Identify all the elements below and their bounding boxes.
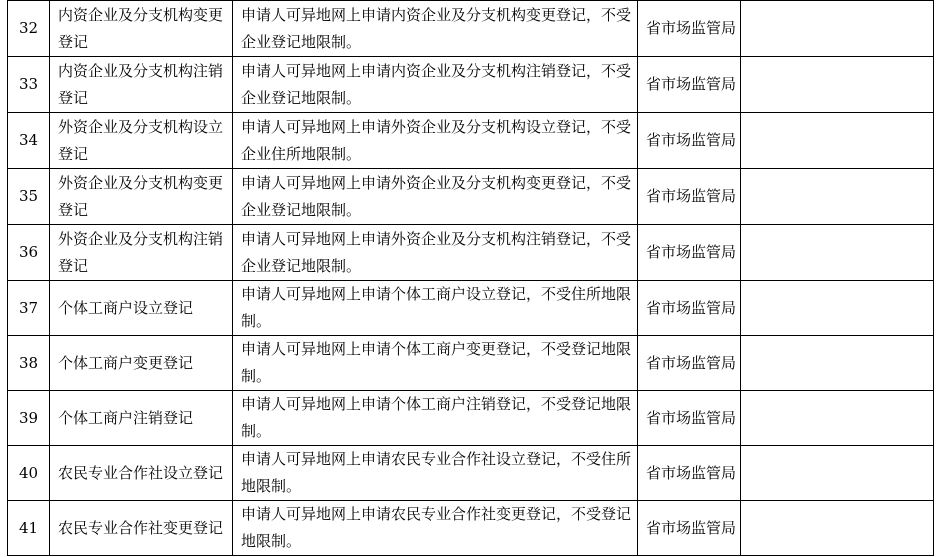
responsible-department: 省市场监管局 xyxy=(638,225,741,281)
row-number: 40 xyxy=(8,446,50,501)
item-name: 农民专业合作社设立登记 xyxy=(50,446,233,501)
responsible-department: 省市场监管局 xyxy=(638,391,741,446)
item-description: 申请人可异地网上申请农民专业合作社变更登记，不受登记地限制。 xyxy=(233,501,638,556)
table-row xyxy=(8,169,934,225)
row-number: 39 xyxy=(8,391,50,446)
remark-cell xyxy=(741,281,934,336)
item-name: 外资企业及分支机构注销登记 xyxy=(50,225,233,281)
item-name: 个体工商户变更登记 xyxy=(50,336,233,391)
table-body xyxy=(8,1,934,556)
remark-cell xyxy=(741,336,934,391)
table-row xyxy=(8,501,934,556)
item-name: 农民专业合作社变更登记 xyxy=(50,501,233,556)
remark-cell xyxy=(741,446,934,501)
row-number: 38 xyxy=(8,336,50,391)
responsible-department: 省市场监管局 xyxy=(638,446,741,501)
responsible-department: 省市场监管局 xyxy=(638,1,741,57)
remark-cell xyxy=(741,1,934,57)
item-name: 内资企业及分支机构注销登记 xyxy=(50,57,233,113)
row-number: 41 xyxy=(8,501,50,556)
service-items-table xyxy=(7,0,934,556)
row-number: 36 xyxy=(8,225,50,281)
item-description: 申请人可异地网上申请内资企业及分支机构变更登记，不受企业登记地限制。 xyxy=(233,1,638,57)
table-row xyxy=(8,57,934,113)
remark-cell xyxy=(741,501,934,556)
row-number: 37 xyxy=(8,281,50,336)
item-description: 申请人可异地网上申请农民专业合作社设立登记，不受住所地限制。 xyxy=(233,446,638,501)
table-row xyxy=(8,225,934,281)
item-name: 外资企业及分支机构设立登记 xyxy=(50,113,233,169)
item-description: 申请人可异地网上申请外资企业及分支机构设立登记，不受企业住所地限制。 xyxy=(233,113,638,169)
table-row xyxy=(8,391,934,446)
responsible-department: 省市场监管局 xyxy=(638,169,741,225)
table-row xyxy=(8,281,934,336)
item-description: 申请人可异地网上申请个体工商户设立登记，不受住所地限制。 xyxy=(233,281,638,336)
row-number: 32 xyxy=(8,1,50,57)
item-description: 申请人可异地网上申请内资企业及分支机构注销登记，不受企业登记地限制。 xyxy=(233,57,638,113)
remark-cell xyxy=(741,169,934,225)
item-name: 个体工商户注销登记 xyxy=(50,391,233,446)
remark-cell xyxy=(741,391,934,446)
responsible-department: 省市场监管局 xyxy=(638,501,741,556)
remark-cell xyxy=(741,225,934,281)
remark-cell xyxy=(741,57,934,113)
table-row xyxy=(8,113,934,169)
item-description: 申请人可异地网上申请个体工商户变更登记，不受登记地限制。 xyxy=(233,336,638,391)
item-name: 内资企业及分支机构变更登记 xyxy=(50,1,233,57)
row-number: 35 xyxy=(8,169,50,225)
row-number: 34 xyxy=(8,113,50,169)
responsible-department: 省市场监管局 xyxy=(638,281,741,336)
item-description: 申请人可异地网上申请个体工商户注销登记，不受登记地限制。 xyxy=(233,391,638,446)
remark-cell xyxy=(741,113,934,169)
table-row xyxy=(8,336,934,391)
responsible-department: 省市场监管局 xyxy=(638,336,741,391)
responsible-department: 省市场监管局 xyxy=(638,57,741,113)
item-name: 外资企业及分支机构变更登记 xyxy=(50,169,233,225)
item-description: 申请人可异地网上申请外资企业及分支机构注销登记，不受企业登记地限制。 xyxy=(233,225,638,281)
responsible-department: 省市场监管局 xyxy=(638,113,741,169)
row-number: 33 xyxy=(8,57,50,113)
table-row xyxy=(8,446,934,501)
item-description: 申请人可异地网上申请外资企业及分支机构变更登记，不受企业登记地限制。 xyxy=(233,169,638,225)
table-row xyxy=(8,1,934,57)
item-name: 个体工商户设立登记 xyxy=(50,281,233,336)
